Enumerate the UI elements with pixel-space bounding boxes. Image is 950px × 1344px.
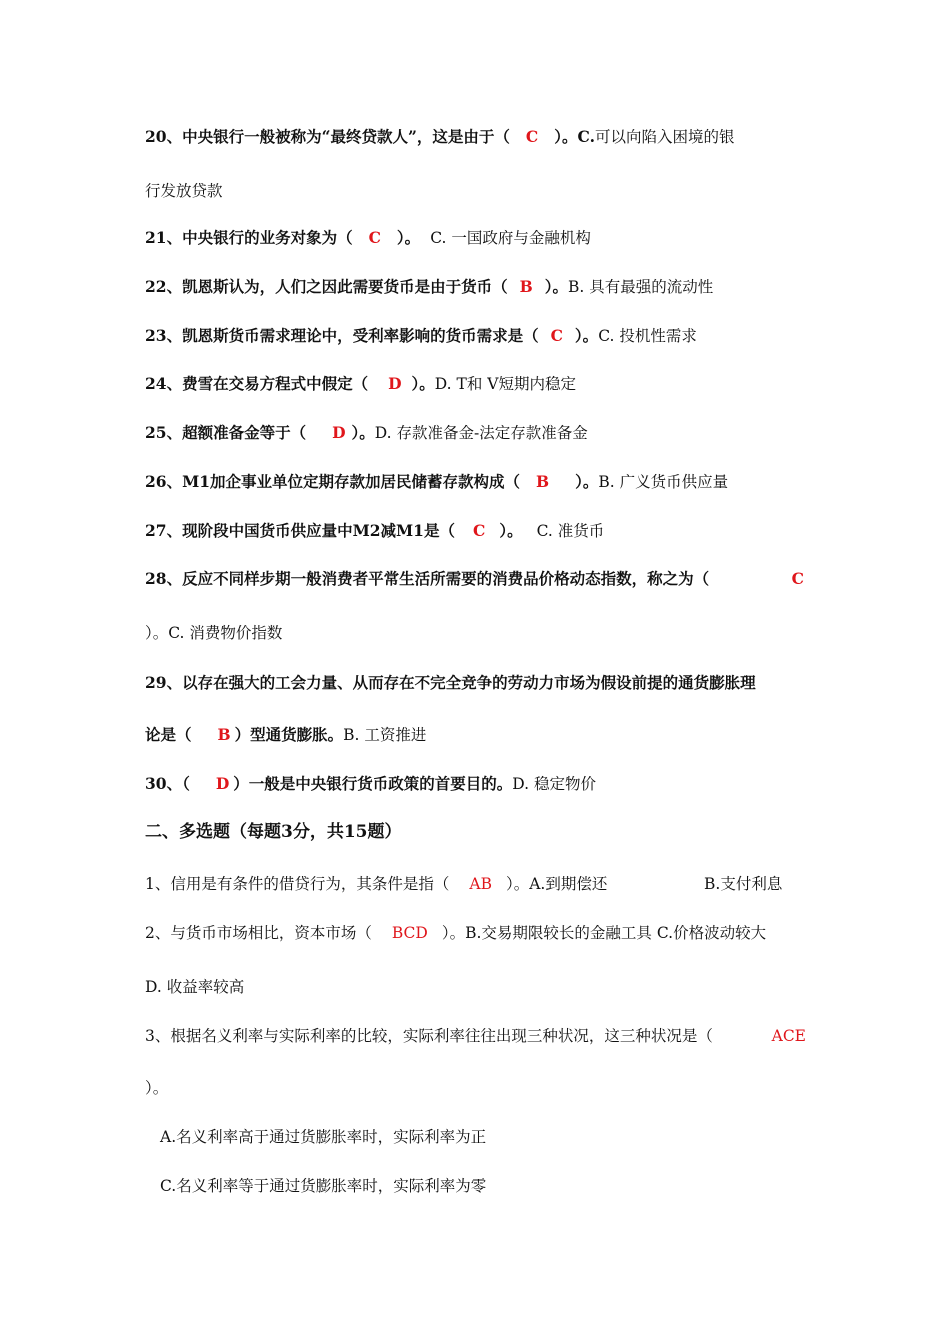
question-22-close: ）。 bbox=[544, 277, 568, 296]
question-25 bbox=[145, 422, 810, 444]
question-25-close: ）。 bbox=[351, 423, 375, 442]
question-30 bbox=[145, 773, 810, 795]
question-21-choice: C. 一国政府与金融机构 bbox=[430, 229, 591, 247]
question-22-stem: 22、凯恩斯认为，人们之因此需要货币是由于货币（ bbox=[145, 277, 508, 296]
multi-question-1-answer: AB bbox=[469, 875, 492, 893]
question-26-close: ）。 bbox=[575, 472, 599, 491]
multi-question-3 bbox=[145, 1025, 810, 1047]
question-26 bbox=[145, 471, 810, 493]
question-21-stem: 21、中央银行的业务对象为（ bbox=[145, 228, 353, 247]
question-28-stem: 28、反应不同样步期一般消费者平常生活所需要的消费品价格动态指数，称之为（ bbox=[145, 569, 710, 588]
question-29-choice: B. 工资推进 bbox=[343, 726, 427, 744]
question-25-answer: D bbox=[332, 423, 346, 442]
question-26-answer: B bbox=[536, 472, 550, 491]
question-20-answer: C bbox=[525, 127, 539, 146]
question-24-choice: D. T和 V短期内稳定 bbox=[434, 375, 576, 393]
question-24-stem: 24、费雪在交易方程式中假定（ bbox=[145, 374, 369, 393]
question-27-close: ）。 bbox=[499, 521, 523, 540]
question-29-continuation bbox=[145, 724, 810, 746]
question-20-choice-letter: C. bbox=[577, 127, 595, 146]
question-24 bbox=[145, 373, 810, 395]
question-28-answer: C bbox=[791, 569, 804, 588]
question-29-answer: B bbox=[217, 725, 231, 744]
question-20-stem: 20、中央银行一般被称为“最终贷款人”，这是由于（ bbox=[145, 127, 510, 146]
question-23 bbox=[145, 325, 810, 347]
multi-question-2-stem: 2、与货币市场相比，资本市场（ bbox=[145, 924, 372, 942]
question-30-close: ）一般是中央银行货币政策的首要目的。 bbox=[233, 774, 513, 793]
multi-question-2-answer: BCD bbox=[391, 924, 428, 942]
question-27-choice: C. 准货币 bbox=[536, 522, 605, 540]
question-20-choice-text: 可以向陷入困境的银 bbox=[594, 128, 735, 146]
question-28 bbox=[145, 568, 810, 590]
question-30-choice: D. 稳定物价 bbox=[512, 775, 597, 793]
question-30-answer: D bbox=[215, 774, 230, 793]
question-21-close: ）。 bbox=[396, 228, 421, 247]
multi-question-3-continuation bbox=[145, 1077, 810, 1099]
multi-question-2-choices: B.交易期限较长的金融工具 C.价格波动较大 bbox=[465, 924, 767, 942]
question-28-continuation bbox=[145, 622, 810, 644]
question-21 bbox=[145, 227, 810, 249]
question-22-choice: B. 具有最强的流动性 bbox=[567, 278, 714, 296]
multi-question-1-stem: 1、信用是有条件的借贷行为，其条件是指（ bbox=[145, 875, 450, 893]
question-29-stem: 29、以存在强大的工会力量、从而存在不完全竞争的劳动力市场为假设前提的通货膨胀理 bbox=[145, 673, 756, 692]
question-23-answer: C bbox=[550, 326, 563, 345]
question-27 bbox=[145, 520, 810, 542]
question-20 bbox=[145, 126, 810, 148]
question-29-close: ）型通货膨胀。 bbox=[234, 725, 344, 744]
multi-question-2-close: ）。 bbox=[441, 924, 466, 942]
multi-question-3-stem: 3、根据名义利率与实际利率的比较，实际利率往往出现三种状况，这三种状况是（ bbox=[145, 1027, 713, 1045]
multi-question-3-answer: ACE bbox=[771, 1027, 806, 1045]
question-30-stem: 30、（ bbox=[145, 774, 190, 793]
question-23-stem: 23、凯恩斯货币需求理论中，受利率影响的货币需求是（ bbox=[145, 326, 539, 345]
question-27-stem: 27、现阶段中国货币供应量中M2减M1是（ bbox=[145, 521, 455, 540]
question-23-close: ）。 bbox=[574, 326, 599, 345]
question-29 bbox=[145, 672, 810, 694]
question-22-answer: B bbox=[519, 277, 533, 296]
question-22 bbox=[145, 276, 810, 298]
question-20-cont: 行发放贷款 bbox=[145, 182, 223, 200]
question-26-choice: B. 广义货币供应量 bbox=[598, 473, 729, 491]
question-20-continuation bbox=[145, 180, 810, 202]
multi-question-1 bbox=[145, 873, 810, 895]
multi-question-1-choice-b: B.支付利息 bbox=[704, 875, 783, 893]
multi-question-1-choice-a: A.到期偿还 bbox=[529, 875, 608, 893]
multi-question-3-cont: ）。 bbox=[145, 1079, 169, 1097]
multi-question-1-close: ）。 bbox=[505, 875, 530, 893]
question-23-choice: C. 投机性需求 bbox=[598, 327, 697, 345]
question-24-close: ）。 bbox=[411, 374, 435, 393]
question-25-choice: D. 存款准备金-法定存款准备金 bbox=[374, 424, 588, 442]
multi-question-2-cont: D. 收益率较高 bbox=[145, 978, 245, 996]
question-27-answer: C bbox=[472, 521, 486, 540]
multi-question-2-continuation bbox=[145, 976, 810, 998]
section-2-heading: 二、多选题（每题3分，共15题） bbox=[145, 822, 402, 842]
question-20-close: ）。 bbox=[554, 127, 578, 146]
question-24-answer: D bbox=[388, 374, 402, 393]
multi-question-3-choice-c: C.名义利率等于通过货膨胀率时，实际利率为零 bbox=[160, 1177, 487, 1195]
question-26-stem: 26、M1加企事业单位定期存款加居民储蓄存款构成（ bbox=[145, 472, 521, 491]
question-29-stem2: 论是（ bbox=[145, 725, 192, 744]
multi-question-2 bbox=[145, 922, 810, 944]
multi-question-3-choice-a: A.名义利率高于通过货膨胀率时，实际利率为正 bbox=[160, 1128, 487, 1146]
question-28-cont: ）。C. 消费物价指数 bbox=[145, 624, 283, 642]
question-25-stem: 25、超额准备金等于（ bbox=[145, 423, 307, 442]
question-21-answer: C bbox=[368, 228, 381, 247]
